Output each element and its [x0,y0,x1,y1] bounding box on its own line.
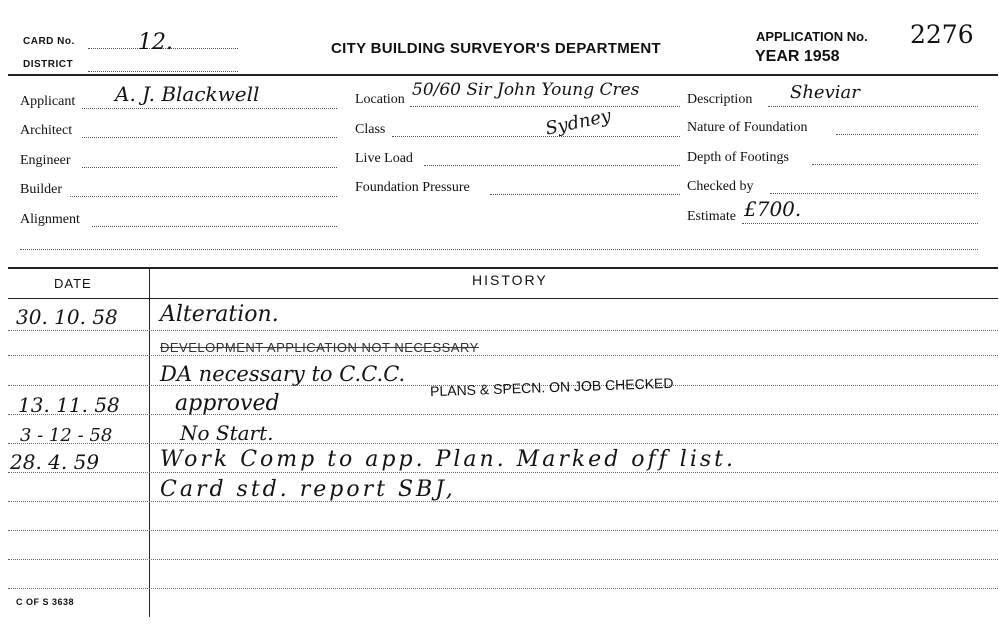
description-value: Sheviar [790,82,860,103]
location-label: Location [355,92,405,107]
class-label: Class [355,122,386,137]
date-column-divider [149,267,150,617]
engineer-label: Engineer [20,153,71,168]
row-line [8,501,998,502]
builder-label: Builder [20,182,62,197]
form-code: C OF S 3638 [16,597,75,607]
estimate-line [742,223,978,224]
history-text: Card std. report SBJ, [160,477,456,502]
description-line [768,106,978,107]
history-text: No Start. [180,421,274,445]
history-text: Alteration. [160,302,279,327]
district-line [88,71,238,72]
live-load-label: Live Load [355,151,413,166]
location-value-2: Sydney [543,105,613,140]
applicant-value: A. J. Blackwell [115,82,260,106]
application-no-value: 2276 [910,20,974,49]
estimate-label: Estimate [687,209,736,224]
header-rule [8,74,998,76]
card-no-label: CARD No. [23,36,75,47]
history-date: 28. 4. 59 [10,450,100,474]
history-date: 30. 10. 58 [16,305,118,329]
year-label: YEAR 1958 [755,48,840,65]
class-line [392,136,680,137]
checked-line [770,193,978,194]
row-line [8,330,998,331]
location-value: 50/60 Sir John Young Cres [412,80,640,100]
applicant-line [82,108,337,109]
history-text: DA necessary to C.C.C. [160,362,406,386]
row-line [8,559,998,560]
row-line [8,355,998,356]
row-line [8,414,998,415]
row-line [8,472,998,473]
architect-line [82,137,337,138]
estimate-value: £700. [744,197,802,221]
alignment-label: Alignment [20,212,80,227]
nature-label: Nature of Foundation [687,120,808,135]
date-header: DATE [54,276,92,291]
history-top-rule [8,267,998,269]
alignment-line [92,226,337,227]
history-date: 3 - 12 - 58 [20,425,113,446]
architect-label: Architect [20,123,73,138]
foundation-pressure-line [490,194,680,195]
row-line [8,530,998,531]
depth-label: Depth of Footings [687,150,789,165]
history-date: 13. 11. 58 [18,393,120,417]
history-text: approved [175,391,280,416]
department-title: CITY BUILDING SURVEYOR'S DEPARTMENT [331,40,661,57]
history-stamp-struck: DEVELOPMENT APPLICATION NOT NECESSARY [160,340,479,355]
builder-line [70,196,337,197]
checked-label: Checked by [687,179,754,194]
nature-line [836,134,978,135]
row-line [8,443,998,444]
application-no-label: APPLICATION No. [756,29,868,44]
description-label: Description [687,92,753,107]
card-no-value: 12. [138,30,173,55]
history-stamp: PLANS & SPECN. ON JOB CHECKED [429,374,674,400]
depth-line [812,164,978,165]
history-header: HISTORY [472,272,548,288]
applicant-label: Applicant [20,94,76,109]
foundation-pressure-label: Foundation Pressure [355,180,470,195]
location-line [410,106,680,107]
engineer-line [82,167,337,168]
row-line [8,588,998,589]
live-load-line [424,165,680,166]
history-text: Work Comp to app. Plan. Marked off list. [160,447,736,472]
district-label: DISTRICT [23,59,74,70]
fields-bottom-line [20,249,978,250]
history-header-rule [8,298,998,299]
